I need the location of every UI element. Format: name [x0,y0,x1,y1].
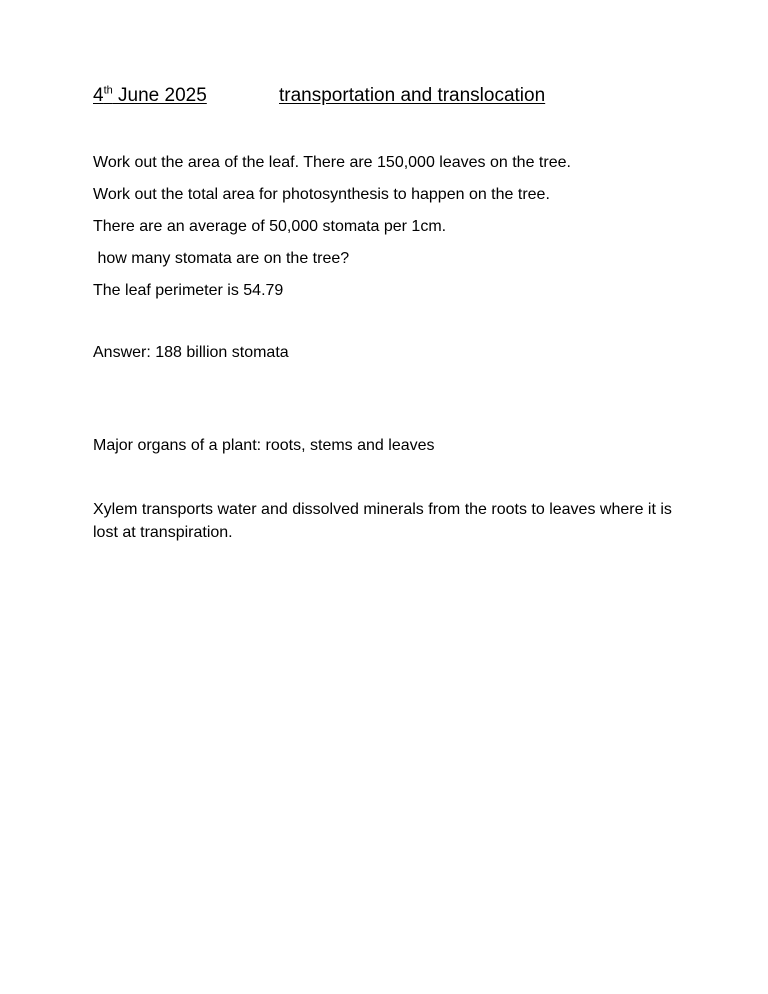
task-line-4: how many stomata are on the tree? [93,250,350,267]
answer-text: Answer: 188 billion stomata [93,344,289,361]
task-line-5: The leaf perimeter is 54.79 [93,282,284,299]
task-line-2: Work out the total area for photosynthesis to happen on the tree. [93,186,550,203]
task-line-1: Work out the area of the leaf. There are 150,000 leaves on the tree. [93,154,571,171]
organs-text: Major organs of a plant: roots, stems and leaves [93,437,435,454]
date-day: 4 [93,85,104,106]
task-line-3: There are an average of 50,000 stomata per 1cm. [93,218,447,235]
date-rest: June 2025 [112,85,207,106]
xylem-paragraph: Xylem transports water and dissolved minerals from the roots to leaves where it is lost at transpiration. [93,501,672,541]
date-heading [93,84,207,108]
page-title: transportation and translocation [279,85,546,106]
date-suffix: th [103,84,113,97]
